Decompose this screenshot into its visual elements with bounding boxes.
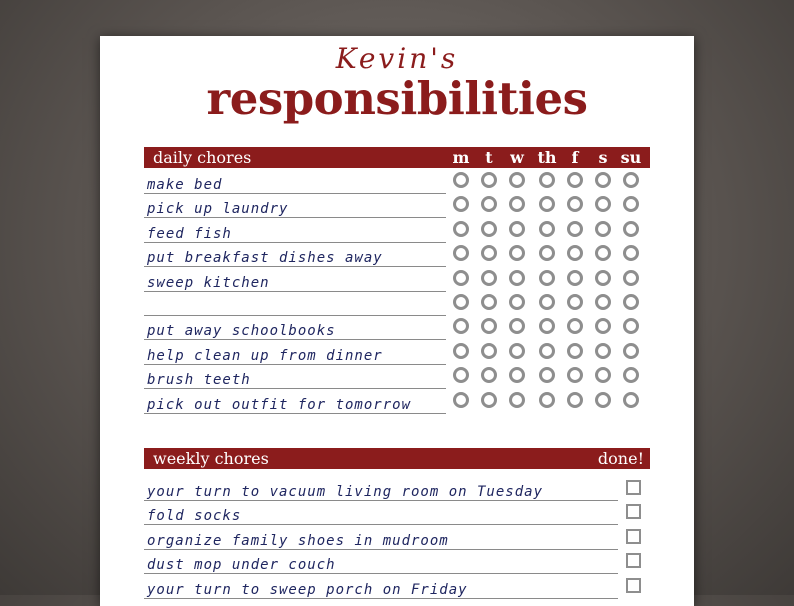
page-title: responsibilities xyxy=(206,72,588,125)
checkmark-circle-w[interactable] xyxy=(509,245,525,261)
day-header-th: th xyxy=(537,148,557,167)
checkmark-circle-s[interactable] xyxy=(595,367,611,383)
checkmark-circle-th[interactable] xyxy=(539,172,555,188)
write-line xyxy=(144,598,618,599)
checkmark-circle-th[interactable] xyxy=(539,245,555,261)
checkmark-circle-f[interactable] xyxy=(567,367,583,383)
day-header-t: t xyxy=(485,148,493,167)
weekly-chore-text: your turn to vacuum living room on Tuesday xyxy=(147,484,544,500)
done-checkbox[interactable] xyxy=(626,553,641,568)
checkmark-circle-s[interactable] xyxy=(595,318,611,334)
weekly-chore-text: dust mop under couch xyxy=(147,557,336,574)
checkmark-circle-f[interactable] xyxy=(567,294,583,310)
checkmark-circle-th[interactable] xyxy=(539,343,555,359)
checkmark-circle-th[interactable] xyxy=(539,221,555,237)
done-checkbox[interactable] xyxy=(626,578,641,593)
checkmark-circle-w[interactable] xyxy=(509,221,525,237)
day-header-m: m xyxy=(452,148,470,167)
checkmark-circle-m[interactable] xyxy=(453,245,469,261)
checkmark-circle-f[interactable] xyxy=(567,221,583,237)
daily-chore-row xyxy=(144,268,446,292)
daily-chores-header xyxy=(144,147,650,168)
checkmark-circle-s[interactable] xyxy=(595,343,611,359)
owner-name: Kevin's xyxy=(335,42,459,75)
checkmark-circle-m[interactable] xyxy=(453,270,469,286)
weekly-chore-text: organize family shoes in mudroom xyxy=(147,532,449,549)
daily-chore-row xyxy=(144,170,446,194)
checkmark-circle-t[interactable] xyxy=(481,245,497,261)
checkmark-circle-f[interactable] xyxy=(567,392,583,408)
checkmark-circle-s[interactable] xyxy=(595,392,611,408)
daily-chore-text: help clean up from dinner xyxy=(147,347,383,364)
checkmark-circle-f[interactable] xyxy=(567,270,583,286)
checkmark-circle-th[interactable] xyxy=(539,294,555,310)
weekly-chore-text: fold socks xyxy=(147,508,242,525)
checkmark-circle-w[interactable] xyxy=(509,392,525,408)
daily-chore-text: put away schoolbooks xyxy=(147,323,336,340)
checkmark-circle-t[interactable] xyxy=(481,172,497,188)
weekly-chore-row xyxy=(144,526,618,550)
checkmark-circle-th[interactable] xyxy=(539,392,555,408)
checkmark-circle-w[interactable] xyxy=(509,367,525,383)
daily-chore-text: put breakfast dishes away xyxy=(147,250,383,267)
checkmark-circle-t[interactable] xyxy=(481,294,497,310)
daily-chore-text: pick out outfit for tomorrow xyxy=(147,396,412,413)
day-header-su: su xyxy=(620,148,642,167)
day-header-s: s xyxy=(598,148,608,167)
checkmark-circle-s[interactable] xyxy=(595,221,611,237)
checkmark-circle-t[interactable] xyxy=(481,392,497,408)
checkmark-circle-t[interactable] xyxy=(481,196,497,212)
daily-chore-row xyxy=(144,219,446,243)
checkmark-circle-th[interactable] xyxy=(539,270,555,286)
weekly-chore-row xyxy=(144,550,618,574)
daily-chore-row xyxy=(144,390,446,414)
checkmark-circle-m[interactable] xyxy=(453,221,469,237)
checkmark-circle-m[interactable] xyxy=(453,196,469,212)
daily-chore-text: feed fish xyxy=(147,225,232,242)
checkmark-circle-m[interactable] xyxy=(453,294,469,310)
checkmark-circle-t[interactable] xyxy=(481,343,497,359)
checkmark-circle-s[interactable] xyxy=(595,245,611,261)
checkmark-circle-su[interactable] xyxy=(623,367,639,383)
checkmark-circle-w[interactable] xyxy=(509,343,525,359)
done-checkbox[interactable] xyxy=(626,529,641,544)
write-line xyxy=(144,413,446,414)
daily-chore-row xyxy=(144,292,446,316)
checkmark-circle-su[interactable] xyxy=(623,221,639,237)
checkmark-circle-w[interactable] xyxy=(509,196,525,212)
checkmark-circle-t[interactable] xyxy=(481,318,497,334)
weekly-chore-row xyxy=(144,477,618,501)
daily-chore-text: sweep kitchen xyxy=(147,274,270,291)
checkmark-circle-f[interactable] xyxy=(567,196,583,212)
checkmark-circle-t[interactable] xyxy=(481,221,497,237)
checkmark-circle-m[interactable] xyxy=(453,318,469,334)
daily-chore-row xyxy=(144,341,446,365)
checkmark-circle-w[interactable] xyxy=(509,172,525,188)
checkmark-circle-s[interactable] xyxy=(595,294,611,310)
daily-chore-text: pick up laundry xyxy=(147,201,289,218)
day-header-w: w xyxy=(510,148,524,167)
checkmark-circle-su[interactable] xyxy=(623,318,639,334)
checkmark-circle-m[interactable] xyxy=(453,343,469,359)
checkmark-circle-w[interactable] xyxy=(509,318,525,334)
checkmark-circle-m[interactable] xyxy=(453,392,469,408)
checkmark-circle-su[interactable] xyxy=(623,294,639,310)
checkmark-circle-su[interactable] xyxy=(623,392,639,408)
checkmark-circle-s[interactable] xyxy=(595,270,611,286)
checkmark-circle-t[interactable] xyxy=(481,270,497,286)
checkmark-circle-th[interactable] xyxy=(539,318,555,334)
checkmark-circle-su[interactable] xyxy=(623,343,639,359)
checkmark-circle-su[interactable] xyxy=(623,245,639,261)
checkmark-circle-t[interactable] xyxy=(481,367,497,383)
weekly-chore-text: your turn to sweep porch on Friday xyxy=(147,581,468,598)
checkmark-circle-f[interactable] xyxy=(567,245,583,261)
checkmark-circle-su[interactable] xyxy=(623,172,639,188)
daily-chore-row xyxy=(144,365,446,389)
chart-sheet xyxy=(100,36,694,606)
day-header-f: f xyxy=(571,148,579,167)
daily-chore-text: make bed xyxy=(147,177,223,193)
daily-chore-row xyxy=(144,316,446,340)
done-checkbox[interactable] xyxy=(626,480,641,495)
done-checkbox[interactable] xyxy=(626,504,641,519)
weekly-chore-row xyxy=(144,501,618,525)
daily-chore-row xyxy=(144,194,446,218)
checkmark-circle-w[interactable] xyxy=(509,294,525,310)
checkmark-circle-m[interactable] xyxy=(453,172,469,188)
checkmark-circle-f[interactable] xyxy=(567,172,583,188)
checkmark-circle-th[interactable] xyxy=(539,196,555,212)
daily-chore-row xyxy=(144,243,446,267)
checkmark-circle-s[interactable] xyxy=(595,196,611,212)
checkmark-circle-th[interactable] xyxy=(539,367,555,383)
checkmark-circle-s[interactable] xyxy=(595,172,611,188)
checkmark-circle-f[interactable] xyxy=(567,318,583,334)
daily-chore-text: brush teeth xyxy=(147,372,251,389)
weekly-chores-label: weekly chores xyxy=(153,449,269,468)
done-label: done! xyxy=(597,449,644,468)
daily-chores-label: daily chores xyxy=(153,148,252,167)
checkmark-circle-w[interactable] xyxy=(509,270,525,286)
checkmark-circle-su[interactable] xyxy=(623,196,639,212)
checkmark-circle-su[interactable] xyxy=(623,270,639,286)
weekly-chores-header xyxy=(144,448,650,469)
checkmark-circle-m[interactable] xyxy=(453,367,469,383)
checkmark-circle-f[interactable] xyxy=(567,343,583,359)
